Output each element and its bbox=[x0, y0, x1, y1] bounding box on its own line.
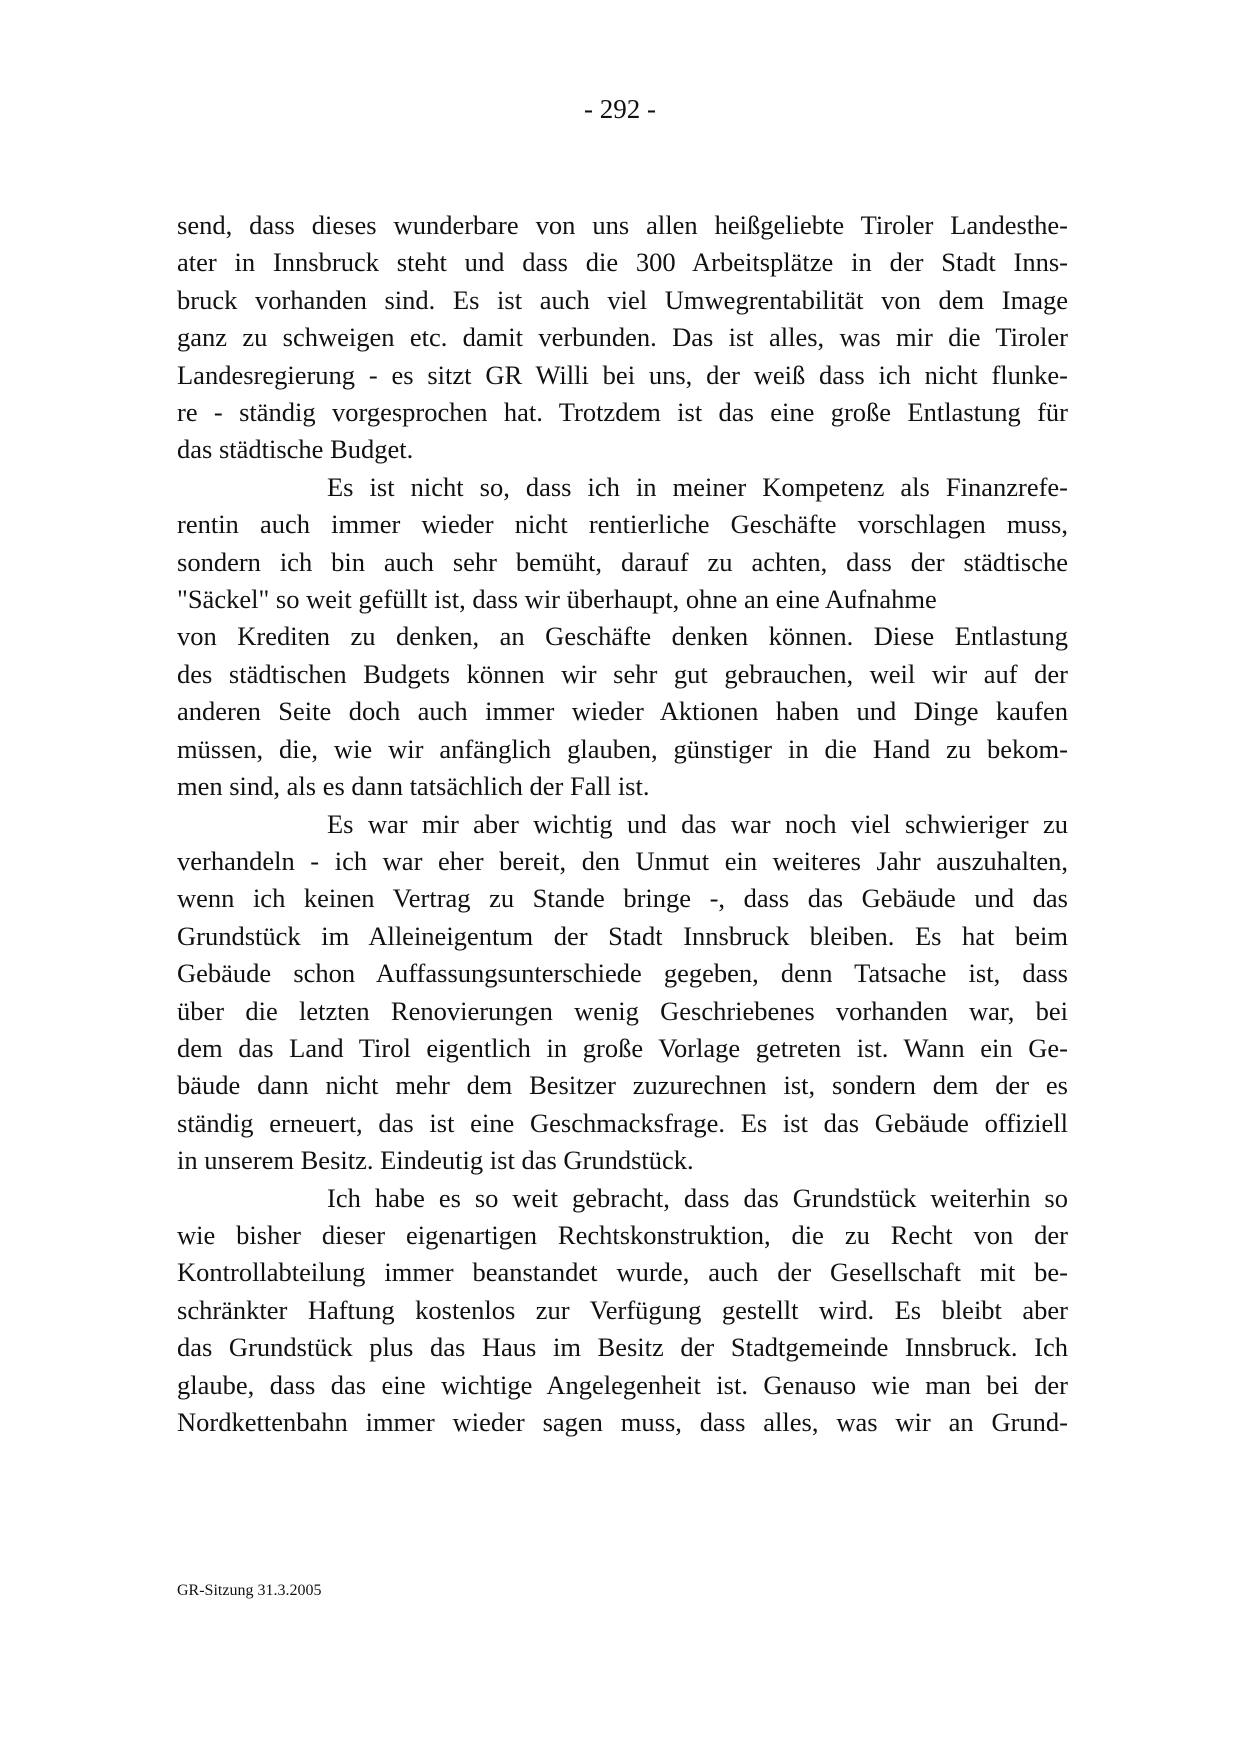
text-line: dem das Land Tirol eigentlich in große Vorlage getreten ist. Wann ein Ge- bbox=[177, 1032, 1068, 1063]
text-line: bäude dann nicht mehr dem Besitzer zuzurechnen ist, sondern dem der es bbox=[177, 1070, 1068, 1101]
text-line: ganz zu schweigen etc. damit verbunden. Das ist alles, was mir die Tiroler bbox=[177, 322, 1068, 353]
text-line: anderen Seite doch auch immer wieder Aktionen haben und Dinge kaufen bbox=[177, 696, 1068, 727]
text-line: ständig erneuert, das ist eine Geschmacksfrage. Es ist das Gebäude offiziell bbox=[177, 1107, 1068, 1138]
text-line: müssen, die, wie wir anfänglich glauben, günstiger in die Hand zu bekom- bbox=[177, 733, 1068, 764]
body-text bbox=[177, 207, 1068, 1441]
text-line: Gebäude schon Auffassungsunterschiede gegeben, denn Tatsache ist, dass bbox=[177, 958, 1068, 989]
text-line: glaube, dass das eine wichtige Angelegenheit ist. Genauso wie man bei der bbox=[177, 1369, 1068, 1400]
text-line: von Krediten zu denken, an Geschäfte denken können. Diese Entlastung bbox=[177, 621, 1068, 652]
text-line: Kontrollabteilung immer beanstandet wurde, auch der Gesellschaft mit be- bbox=[177, 1257, 1068, 1288]
text-line: wenn ich keinen Vertrag zu Stande bringe -, dass das Gebäude und das bbox=[177, 883, 1068, 914]
text-line: bruck vorhanden sind. Es ist auch viel Umwegrentabilität von dem Image bbox=[177, 284, 1068, 315]
paragraph-first-line: Ich habe es so weit gebracht, dass das Grundstück weiterhin so bbox=[327, 1182, 1068, 1213]
text-line: über die letzten Renovierungen wenig Geschriebenes vorhanden war, bei bbox=[177, 995, 1068, 1026]
paragraph-first-line: Es war mir aber wichtig und das war noch viel schwieriger zu bbox=[327, 808, 1068, 839]
text-line: Landesregierung - es sitzt GR Willi bei uns, der weiß dass ich nicht flunke- bbox=[177, 359, 1068, 390]
text-line: verhandeln - ich war eher bereit, den Unmut ein weiteres Jahr auszuhalten, bbox=[177, 845, 1068, 876]
text-line: ater in Innsbruck steht und dass die 300 Arbeitsplätze in der Stadt Inns- bbox=[177, 247, 1068, 278]
page-number: - 292 - bbox=[584, 94, 656, 124]
footer-session-label: GR-Sitzung 31.3.2005 bbox=[177, 1582, 322, 1599]
text-line: "Säckel" so weit gefüllt ist, dass wir überhaupt, ohne an eine Aufnahme bbox=[177, 584, 937, 615]
text-line: das Grundstück plus das Haus im Besitz der Stadtgemeinde Innsbruck. Ich bbox=[177, 1332, 1068, 1363]
text-line: Grundstück im Alleineigentum der Stadt Innsbruck bleiben. Es hat beim bbox=[177, 920, 1068, 951]
text-line: des städtischen Budgets können wir sehr gut gebrauchen, weil wir auf der bbox=[177, 658, 1068, 689]
text-line: re - ständig vorgesprochen hat. Trotzdem ist das eine große Entlastung für bbox=[177, 397, 1068, 428]
text-line: men sind, als es dann tatsächlich der Fall ist. bbox=[177, 771, 650, 802]
text-line: rentin auch immer wieder nicht rentierliche Geschäfte vorschlagen muss, bbox=[177, 509, 1068, 540]
text-line: in unserem Besitz. Eindeutig ist das Grundstück. bbox=[177, 1145, 694, 1176]
text-line: sondern ich bin auch sehr bemüht, darauf zu achten, dass der städtische bbox=[177, 546, 1068, 577]
text-line: send, dass dieses wunderbare von uns allen heißgeliebte Tiroler Landesthe- bbox=[177, 210, 1068, 240]
text-line: das städtische Budget. bbox=[177, 434, 414, 465]
paragraph-first-line: Es ist nicht so, dass ich in meiner Kompetenz als Finanzrefe- bbox=[327, 471, 1068, 502]
text-line: Nordkettenbahn immer wieder sagen muss, dass alles, was wir an Grund- bbox=[177, 1407, 1068, 1437]
text-line: wie bisher dieser eigenartigen Rechtskonstruktion, die zu Recht von der bbox=[177, 1219, 1068, 1250]
text-line: schränkter Haftung kostenlos zur Verfügung gestellt wird. Es bleibt aber bbox=[177, 1294, 1068, 1325]
